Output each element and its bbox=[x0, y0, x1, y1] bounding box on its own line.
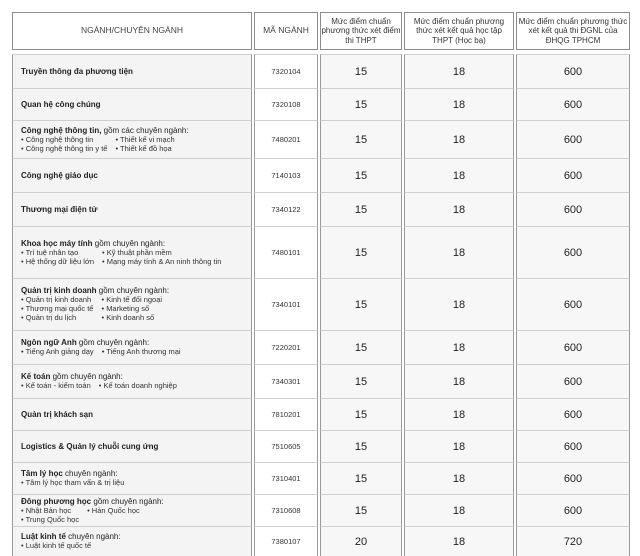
dgnl-score-cell bbox=[516, 330, 630, 364]
thpt-score: 15 bbox=[354, 472, 368, 485]
specialization-item: • Trung Quốc học bbox=[21, 516, 79, 525]
thpt-score-cell bbox=[320, 226, 402, 278]
thpt-score: 15 bbox=[354, 98, 368, 111]
header-major: NGÀNH/CHUYÊN NGÀNH bbox=[12, 12, 252, 50]
major-code-cell bbox=[254, 158, 318, 192]
major-code: 7320104 bbox=[271, 67, 301, 76]
hocba-score: 18 bbox=[452, 341, 466, 354]
major-code-cell bbox=[254, 54, 318, 88]
table-row bbox=[10, 398, 630, 430]
major-suffix: gồm chuyên ngành: bbox=[96, 286, 170, 296]
hocba-score-cell bbox=[404, 364, 514, 398]
header-hocba-score: Mức điểm chuẩn phương thức xét kết quả học tập THPT (Học bạ) bbox=[404, 12, 514, 50]
major-cell bbox=[12, 158, 252, 192]
thpt-score-cell bbox=[320, 278, 402, 330]
dgnl-score-cell bbox=[516, 462, 630, 494]
admission-score-table bbox=[10, 12, 630, 551]
major-cell bbox=[12, 278, 252, 330]
hocba-score: 18 bbox=[452, 169, 466, 182]
thpt-score: 15 bbox=[354, 169, 368, 182]
major-name: Tâm lý học bbox=[21, 469, 63, 479]
major-name: Ngôn ngữ Anh bbox=[21, 338, 77, 348]
specialization-item: • Quản trị du lịch bbox=[21, 314, 93, 323]
dgnl-score: 600 bbox=[563, 472, 583, 485]
dgnl-score-cell bbox=[516, 158, 630, 192]
major-cell bbox=[12, 120, 252, 158]
major-code: 7310608 bbox=[271, 506, 301, 515]
dgnl-score-cell bbox=[516, 494, 630, 526]
dgnl-score: 600 bbox=[563, 504, 583, 517]
dgnl-score: 600 bbox=[563, 203, 583, 216]
major-cell bbox=[12, 88, 252, 120]
specialization-item: • Thiết kế vi mạch bbox=[115, 136, 174, 145]
table-header-row bbox=[10, 12, 630, 50]
major-code: 7140103 bbox=[271, 171, 301, 180]
major-cell bbox=[12, 494, 252, 526]
hocba-score: 18 bbox=[452, 408, 466, 421]
dgnl-score: 600 bbox=[563, 133, 583, 146]
table-row bbox=[10, 278, 630, 330]
major-name: Truyền thông đa phương tiện bbox=[21, 66, 133, 76]
hocba-score: 18 bbox=[452, 65, 466, 78]
dgnl-score: 600 bbox=[563, 169, 583, 182]
major-suffix: gồm chuyên ngành: bbox=[50, 372, 123, 382]
major-name: Khoa học máy tính bbox=[21, 238, 93, 248]
table-row bbox=[10, 158, 630, 192]
specialization-item: • Công nghệ thông tin y tế bbox=[21, 145, 107, 154]
specialization-list bbox=[21, 479, 249, 488]
hocba-score: 18 bbox=[452, 298, 466, 311]
major-code: 7340301 bbox=[271, 377, 301, 386]
header-dgnl-score: Mức điểm chuẩn phương thức xét kết quả thi ĐGNL của ĐHQG TPHCM bbox=[516, 12, 630, 50]
dgnl-score: 720 bbox=[563, 535, 583, 548]
specialization-list bbox=[21, 507, 249, 525]
hocba-score-cell bbox=[404, 430, 514, 462]
dgnl-score: 600 bbox=[563, 375, 583, 388]
specialization-item: • Thiết kế đồ họa bbox=[115, 145, 174, 154]
dgnl-score-cell bbox=[516, 192, 630, 226]
major-suffix: gồm chuyên ngành: bbox=[76, 338, 150, 348]
dgnl-score-cell bbox=[516, 120, 630, 158]
specialization-item: • Kế toán doanh nghiệp bbox=[99, 382, 177, 391]
hocba-score-cell bbox=[404, 88, 514, 120]
major-cell bbox=[12, 330, 252, 364]
major-code: 7320108 bbox=[271, 100, 301, 109]
thpt-score: 15 bbox=[354, 65, 368, 78]
specialization-item: • Hệ thống dữ liệu lớn bbox=[21, 258, 94, 267]
major-name: Quan hệ công chúng bbox=[21, 99, 101, 109]
thpt-score-cell bbox=[320, 330, 402, 364]
table-row bbox=[10, 526, 630, 556]
major-name: Kế toán bbox=[21, 372, 51, 382]
specialization-list bbox=[21, 348, 249, 357]
thpt-score-cell bbox=[320, 462, 402, 494]
table-row bbox=[10, 192, 630, 226]
hocba-score: 18 bbox=[452, 504, 466, 517]
thpt-score: 15 bbox=[354, 246, 368, 259]
specialization-item: • Kinh tế đối ngoại bbox=[101, 296, 162, 305]
hocba-score: 18 bbox=[452, 440, 466, 453]
dgnl-score: 600 bbox=[563, 298, 583, 311]
specialization-list bbox=[21, 249, 249, 267]
header-code: MÃ NGÀNH bbox=[254, 12, 318, 50]
thpt-score-cell bbox=[320, 54, 402, 88]
major-code: 7810201 bbox=[271, 410, 301, 419]
specialization-list bbox=[21, 542, 249, 551]
hocba-score-cell bbox=[404, 192, 514, 226]
major-code: 7310401 bbox=[271, 474, 301, 483]
major-cell bbox=[12, 54, 252, 88]
major-cell bbox=[12, 226, 252, 278]
hocba-score-cell bbox=[404, 120, 514, 158]
specialization-item: • Kinh doanh số bbox=[101, 314, 162, 323]
major-code: 7340122 bbox=[271, 205, 301, 214]
hocba-score-cell bbox=[404, 398, 514, 430]
dgnl-score-cell bbox=[516, 526, 630, 556]
specialization-list bbox=[21, 296, 249, 322]
dgnl-score: 600 bbox=[563, 341, 583, 354]
specialization-item: • Hàn Quốc học bbox=[87, 507, 140, 516]
specialization-item: • Mạng máy tính & An ninh thông tin bbox=[102, 258, 221, 267]
hocba-score-cell bbox=[404, 330, 514, 364]
dgnl-score-cell bbox=[516, 278, 630, 330]
major-code-cell bbox=[254, 398, 318, 430]
table-row bbox=[10, 430, 630, 462]
specialization-item: • Công nghệ thông tin bbox=[21, 136, 107, 145]
table-row bbox=[10, 88, 630, 120]
dgnl-score-cell bbox=[516, 364, 630, 398]
hocba-score: 18 bbox=[452, 203, 466, 216]
dgnl-score: 600 bbox=[563, 98, 583, 111]
dgnl-score: 600 bbox=[563, 246, 583, 259]
hocba-score-cell bbox=[404, 462, 514, 494]
specialization-item: • Kỹ thuật phần mềm bbox=[102, 249, 221, 258]
major-code-cell bbox=[254, 120, 318, 158]
thpt-score: 15 bbox=[354, 203, 368, 216]
specialization-item: • Tiếng Anh thương mại bbox=[102, 348, 181, 357]
dgnl-score-cell bbox=[516, 226, 630, 278]
major-code-cell bbox=[254, 330, 318, 364]
hocba-score: 18 bbox=[452, 472, 466, 485]
major-code-cell bbox=[254, 278, 318, 330]
header-thpt-score: Mức điểm chuẩn phương thức xét điểm thi THPT bbox=[320, 12, 402, 50]
table-row bbox=[10, 462, 630, 494]
specialization-item: • Tiếng Anh giảng dạy bbox=[21, 348, 94, 357]
table-row bbox=[10, 364, 630, 398]
thpt-score-cell bbox=[320, 526, 402, 556]
major-name: Logistics & Quản lý chuỗi cung ứng bbox=[21, 441, 159, 451]
thpt-score: 15 bbox=[354, 298, 368, 311]
dgnl-score-cell bbox=[516, 430, 630, 462]
thpt-score-cell bbox=[320, 398, 402, 430]
table-row bbox=[10, 54, 630, 88]
specialization-list bbox=[21, 382, 249, 391]
table-row bbox=[10, 330, 630, 364]
dgnl-score: 600 bbox=[563, 65, 583, 78]
major-name: Đông phương học bbox=[21, 496, 92, 506]
specialization-item: • Nhật Bản học bbox=[21, 507, 79, 516]
hocba-score: 18 bbox=[452, 375, 466, 388]
table-row bbox=[10, 120, 630, 158]
major-name: Công nghệ giáo dục bbox=[21, 170, 98, 180]
major-code-cell bbox=[254, 88, 318, 120]
specialization-item: • Thương mại quốc tế bbox=[21, 305, 93, 314]
thpt-score-cell bbox=[320, 120, 402, 158]
major-name: Quản trị khách sạn bbox=[21, 409, 94, 419]
dgnl-score: 600 bbox=[563, 440, 583, 453]
thpt-score-cell bbox=[320, 158, 402, 192]
thpt-score-cell bbox=[320, 88, 402, 120]
hocba-score: 18 bbox=[452, 246, 466, 259]
major-code: 7480101 bbox=[271, 248, 301, 257]
major-suffix: gồm chuyên ngành: bbox=[92, 238, 166, 248]
major-code: 7340101 bbox=[271, 300, 301, 309]
major-cell bbox=[12, 526, 252, 556]
major-suffix: gồm chuyên ngành: bbox=[91, 496, 164, 506]
specialization-item: • Tâm lý học tham vấn & trị liệu bbox=[21, 479, 124, 488]
major-cell bbox=[12, 192, 252, 226]
major-cell bbox=[12, 430, 252, 462]
thpt-score: 15 bbox=[354, 504, 368, 517]
hocba-score-cell bbox=[404, 494, 514, 526]
thpt-score: 15 bbox=[354, 375, 368, 388]
major-code: 7510605 bbox=[271, 442, 301, 451]
thpt-score-cell bbox=[320, 364, 402, 398]
major-cell bbox=[12, 398, 252, 430]
thpt-score: 15 bbox=[354, 133, 368, 146]
hocba-score: 18 bbox=[452, 98, 466, 111]
major-code: 7480201 bbox=[271, 135, 301, 144]
major-code-cell bbox=[254, 462, 318, 494]
hocba-score-cell bbox=[404, 226, 514, 278]
thpt-score: 15 bbox=[354, 440, 368, 453]
hocba-score-cell bbox=[404, 278, 514, 330]
major-code-cell bbox=[254, 192, 318, 226]
major-name: Luật kinh tế bbox=[21, 532, 66, 542]
thpt-score: 15 bbox=[354, 408, 368, 421]
specialization-item: • Marketing số bbox=[101, 305, 162, 314]
major-code-cell bbox=[254, 364, 318, 398]
major-name: Quản trị kinh doanh bbox=[21, 286, 97, 296]
table-row bbox=[10, 226, 630, 278]
major-suffix: gồm các chuyên ngành: bbox=[101, 125, 189, 135]
hocba-score: 18 bbox=[452, 133, 466, 146]
major-suffix: chuyên ngành: bbox=[65, 532, 121, 542]
hocba-score-cell bbox=[404, 526, 514, 556]
specialization-item: • Quản trị kinh doanh bbox=[21, 296, 93, 305]
specialization-item: • Kế toán - kiểm toán bbox=[21, 382, 91, 391]
thpt-score-cell bbox=[320, 430, 402, 462]
table-row bbox=[10, 494, 630, 526]
major-code: 7380107 bbox=[271, 537, 301, 546]
dgnl-score-cell bbox=[516, 398, 630, 430]
major-suffix: chuyên ngành: bbox=[62, 469, 118, 479]
major-code-cell bbox=[254, 494, 318, 526]
thpt-score-cell bbox=[320, 494, 402, 526]
major-code: 7220201 bbox=[271, 343, 301, 352]
dgnl-score-cell bbox=[516, 88, 630, 120]
major-code-cell bbox=[254, 226, 318, 278]
thpt-score: 15 bbox=[354, 341, 368, 354]
major-name: Công nghệ thông tin, bbox=[21, 125, 102, 135]
hocba-score-cell bbox=[404, 158, 514, 192]
thpt-score-cell bbox=[320, 192, 402, 226]
specialization-list bbox=[21, 136, 249, 154]
major-code-cell bbox=[254, 526, 318, 556]
major-name: Thương mại điện tử bbox=[21, 204, 98, 214]
hocba-score: 18 bbox=[452, 535, 466, 548]
specialization-item: • Luật kinh tế quốc tế bbox=[21, 542, 91, 551]
hocba-score-cell bbox=[404, 54, 514, 88]
dgnl-score-cell bbox=[516, 54, 630, 88]
thpt-score: 20 bbox=[354, 535, 368, 548]
major-cell bbox=[12, 364, 252, 398]
major-code-cell bbox=[254, 430, 318, 462]
specialization-item: • Trí tuệ nhân tạo bbox=[21, 249, 94, 258]
dgnl-score: 600 bbox=[563, 408, 583, 421]
major-cell bbox=[12, 462, 252, 494]
